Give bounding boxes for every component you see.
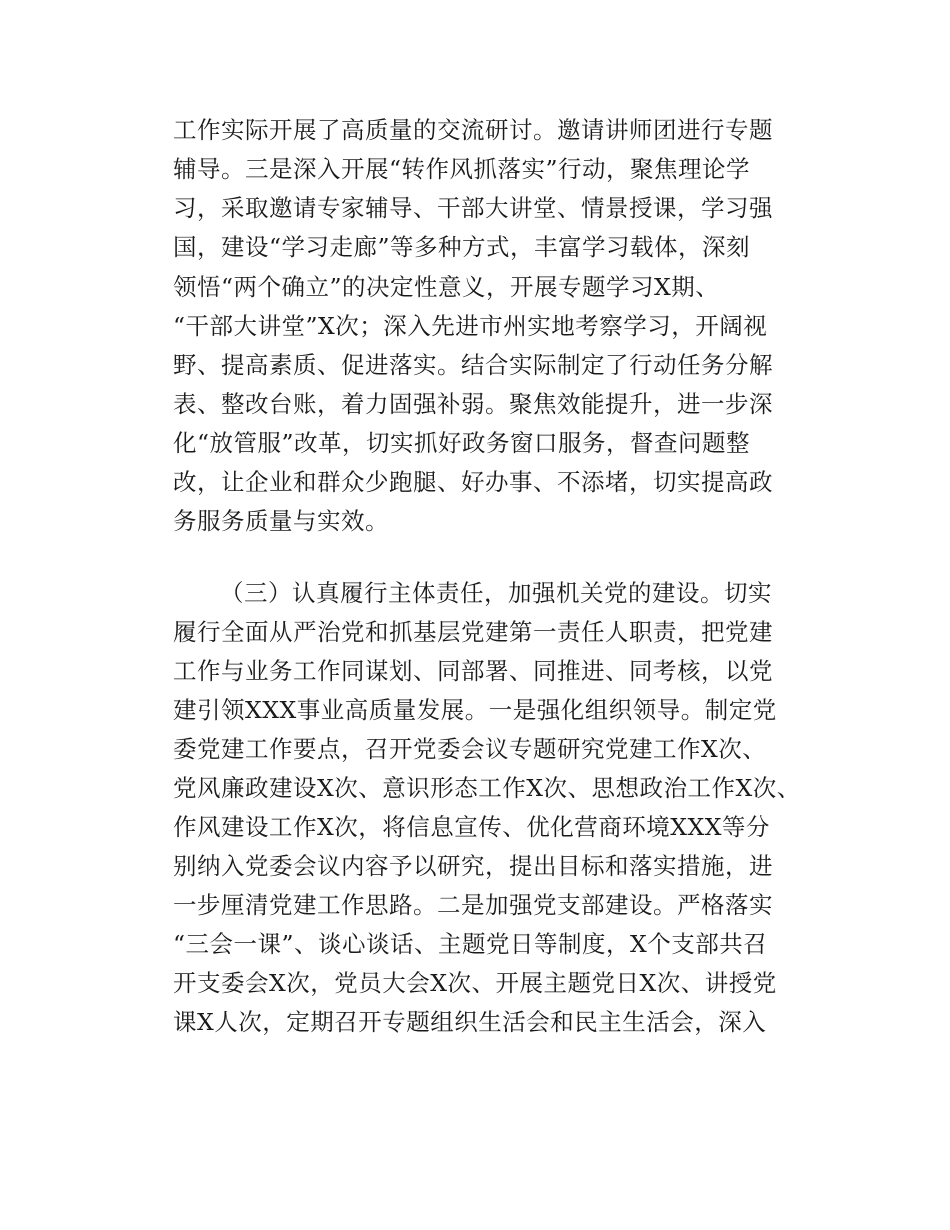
paragraph-2-line: 别纳入党委会议内容予以研究，提出目标和落实措施，进	[173, 852, 773, 880]
paragraph-2-line: 委党建工作要点，召开党委会议专题研究党建工作X次、	[173, 735, 767, 763]
paragraph-1-line: 习，采取邀请专家辅导、干部大讲堂、情景授课，学习强	[173, 194, 773, 222]
paragraph-2-line: 履行全面从严治党和抓基层党建第一责任人职责，把党建	[173, 618, 773, 646]
paragraph-1-line: 辅导。三是深入开展“转作风抓落实”行动，聚焦理论学	[173, 155, 751, 183]
section-heading-line: （三）认真履行主体责任，加强机关党的建设。切实	[220, 579, 772, 607]
paragraph-1-line: 务服务质量与实效。	[173, 507, 389, 535]
paragraph-2-line: 课X人次，定期召开专题组织生活会和民主生活会，深入	[173, 1008, 767, 1036]
paragraph-2-line: 党风廉政建设X次、意识形态工作X次、思想政治工作X次、	[173, 774, 801, 802]
paragraph-2-line: 一步厘清党建工作思路。二是加强党支部建设。严格落实	[173, 891, 773, 919]
paragraph-2-line: 工作与业务工作同谋划、同部署、同推进、同考核，以党	[173, 657, 773, 685]
paragraph-1-line: 工作实际开展了高质量的交流研讨。邀请讲师团进行专题	[173, 116, 773, 144]
paragraph-1-line: 表、整改台账，着力固强补弱。聚焦效能提升，进一步深	[173, 390, 773, 418]
paragraph-1-line: 改，让企业和群众少跑腿、好办事、不添堵，切实提高政	[173, 468, 773, 496]
paragraph-1-line: 野、提高素质、促进落实。结合实际制定了行动任务分解	[173, 351, 773, 379]
paragraph-1-line: 化“放管服”改革，切实抓好政务窗口服务，督查问题整	[173, 429, 751, 457]
paragraph-2-line: 开支委会X次，党员大会X次、开展主题党日X次、讲授党	[173, 969, 777, 997]
paragraph-1-line: “干部大讲堂”X次；深入先进市州实地考察学习，开阔视	[173, 312, 768, 340]
paragraph-2-line: 建引领XXX事业高质量发展。一是强化组织领导。制定党	[173, 696, 777, 724]
paragraph-1-line: 领悟“两个确立”的决定性意义，开展专题学习X期、	[173, 273, 720, 301]
paragraph-2-line: 作风建设工作X次，将信息宣传、优化营商环境XXX等分	[173, 813, 770, 841]
paragraph-1-line: 国，建设“学习走廊”等多种方式，丰富学习载体，深刻	[173, 233, 751, 261]
paragraph-2-line: “三会一课”、谈心谈话、主题党日等制度，X个支部共召	[173, 930, 768, 958]
